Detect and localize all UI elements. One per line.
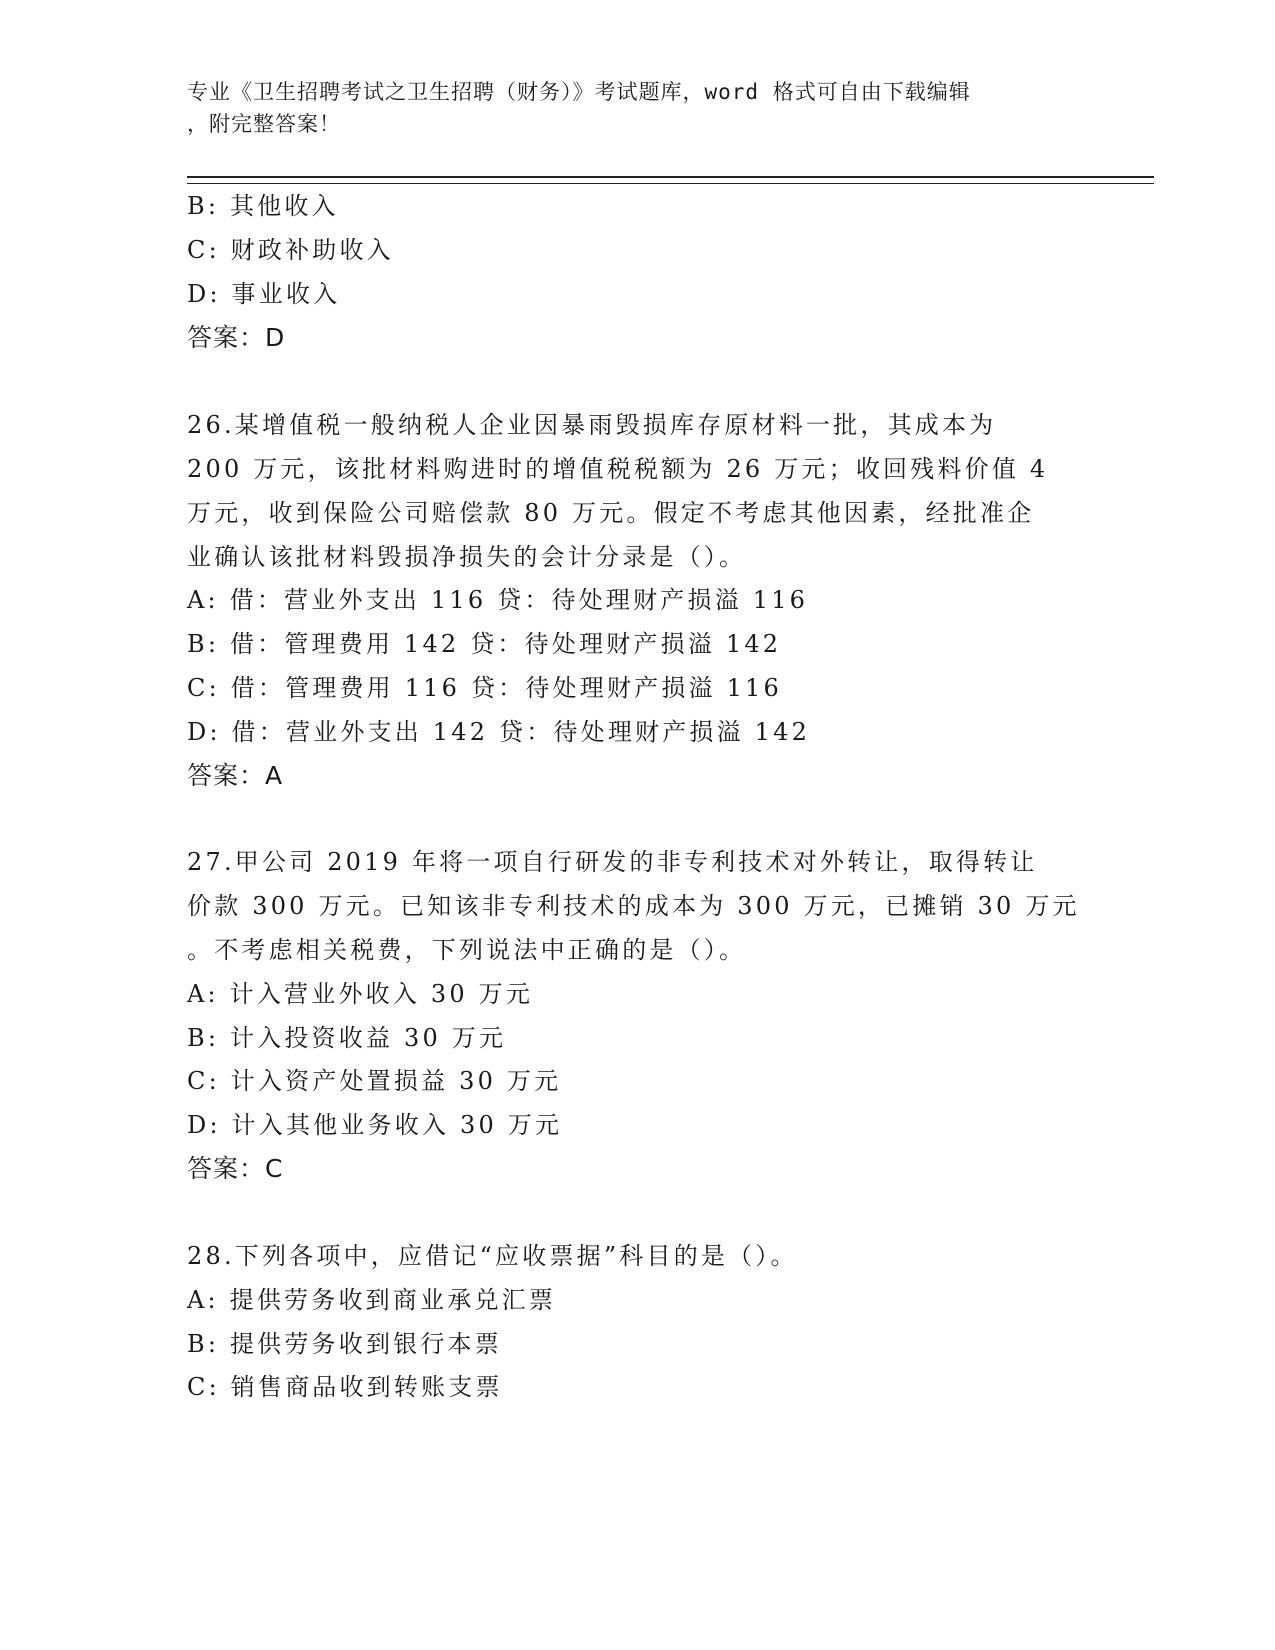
q26-stem-line-4: 业确认该批材料毁损净损失的会计分录是（）。 bbox=[187, 543, 747, 571]
q28-option-a: A: 提供劳务收到商业承兑汇票 bbox=[187, 1286, 557, 1314]
q27-option-d: D: 计入其他业务收入 30 万元 bbox=[187, 1111, 563, 1139]
q28-stem-line-1: 28.下列各项中，应借记“应收票据”科目的是（）。 bbox=[187, 1242, 798, 1270]
prev-answer: 答案：D bbox=[187, 323, 286, 352]
header-note bbox=[187, 76, 1087, 140]
prev-option-c: C: 财政补助收入 bbox=[187, 236, 394, 264]
q26-stem-line-1: 26.某增值税一般纳税人企业因暴雨毁损库存原材料一批，其成本为 bbox=[187, 411, 997, 439]
q26-option-b: B: 借：管理费用 142 贷：待处理财产损溢 142 bbox=[187, 630, 782, 658]
q27-stem-line-1: 27.甲公司 2019 年将一项自行研发的非专利技术对外转让，取得转让 bbox=[187, 848, 1038, 876]
header-note-line-2: ，附完整答案！ bbox=[187, 112, 341, 136]
header-rule-thick bbox=[187, 176, 1154, 178]
header-note-line-1: 专业《卫生招聘考试之卫生招聘（财务）》考试题库，word 格式可自由下载编辑 bbox=[187, 80, 971, 104]
q26-option-a: A: 借：营业外支出 116 贷：待处理财产损溢 116 bbox=[187, 586, 809, 614]
q27-answer: 答案：C bbox=[187, 1154, 284, 1183]
prev-option-b: B: 其他收入 bbox=[187, 192, 339, 220]
header-rule-thin bbox=[187, 183, 1154, 184]
q28-option-b: B: 提供劳务收到银行本票 bbox=[187, 1330, 502, 1358]
q26-option-c: C: 借：管理费用 116 贷：待处理财产损溢 116 bbox=[187, 674, 782, 702]
q27-stem-line-3: 。不考虑相关税费，下列说法中正确的是（）。 bbox=[187, 936, 747, 964]
q27-stem-line-2: 价款 300 万元。已知该非专利技术的成本为 300 万元，已摊销 30 万元 bbox=[187, 892, 1080, 920]
q26-answer: 答案：A bbox=[187, 761, 284, 790]
q26-stem-line-3: 万元，收到保险公司赔偿款 80 万元。假定不考虑其他因素，经批准企 bbox=[187, 499, 1035, 527]
q28-option-c: C: 销售商品收到转账支票 bbox=[187, 1373, 503, 1401]
prev-option-d: D: 事业收入 bbox=[187, 280, 341, 308]
q26-option-d: D: 借：营业外支出 142 贷：待处理财产损溢 142 bbox=[187, 718, 811, 746]
q26-stem-line-2: 200 万元，该批材料购进时的增值税税额为 26 万元；收回残料价值 4 bbox=[187, 455, 1049, 483]
q27-option-a: A: 计入营业外收入 30 万元 bbox=[187, 980, 534, 1008]
q27-option-b: B: 计入投资收益 30 万元 bbox=[187, 1024, 507, 1052]
q27-option-c: C: 计入资产处置损益 30 万元 bbox=[187, 1067, 562, 1095]
